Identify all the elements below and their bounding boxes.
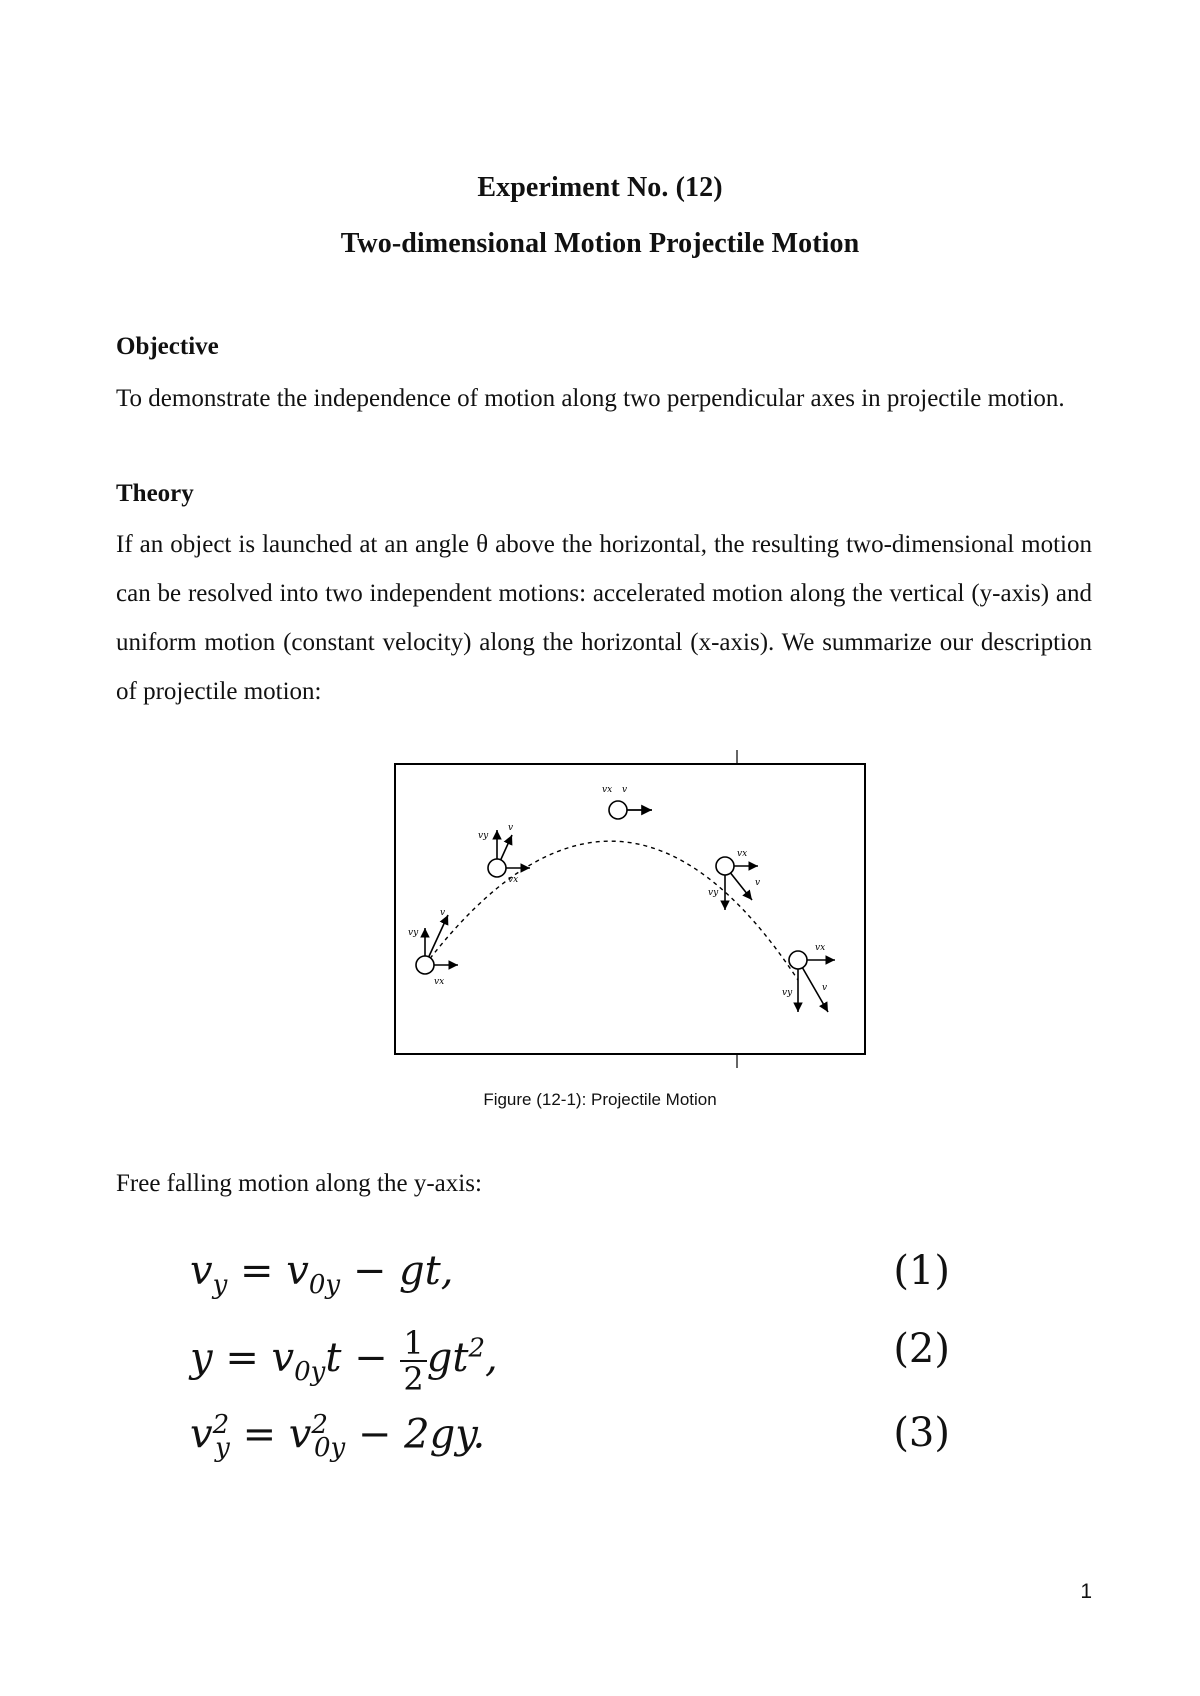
objective-paragraph: To demonstrate the independence of motion along two perpendicular axes in projectile motion. <box>116 385 1065 412</box>
vector-label-v: v <box>755 878 761 888</box>
vector-label-vy: vy <box>478 831 489 841</box>
page-number: 1 <box>1080 1580 1092 1603</box>
projectile-motion-figure <box>390 750 890 1080</box>
theory-paragraph: If an object is launched at an angle θ above the horizontal, the resulting two-dimensional motion can be resolved into two independent motions: accelerated motion along the vertical (y-axis) and uniform motion (constant velocity) along the horizontal (x-axis). We summarize our description of projectile motion: <box>116 531 1092 705</box>
equation-3 <box>190 1410 950 1480</box>
projectile-ball <box>716 857 734 875</box>
vector-label-v: v <box>508 823 514 833</box>
vector-label-vx: vx <box>737 849 748 859</box>
equation-1 <box>190 1248 950 1318</box>
vector-label-vx: vx <box>602 785 613 795</box>
projectile-ball <box>789 951 807 969</box>
projectile-ball <box>609 801 627 819</box>
vector-label-vx: vx <box>815 943 826 953</box>
experiment-subtitle: Two-dimensional Motion Projectile Motion <box>340 228 860 259</box>
vector-label-v: v <box>822 983 828 993</box>
objective-heading: Objective <box>116 333 219 360</box>
equation-3-number: (3) <box>893 1410 950 1456</box>
vector-label-vy: vy <box>708 888 719 898</box>
equation-1-number: (1) <box>893 1248 950 1294</box>
equation-1-math: $v_y = v_{0y}$ − gt, <box>190 1248 454 1300</box>
projectile-ball <box>416 956 434 974</box>
equation-2-number: (2) <box>893 1326 950 1372</box>
vector-label-vy: vy <box>782 988 793 998</box>
vector-label-v: v <box>440 908 446 918</box>
equation-2-math: $y = v_{0y}t$ − $\frac{1}{2}$ $gt^2$, <box>190 1324 498 1398</box>
vector-label-vx: vx <box>434 977 445 987</box>
theory-heading: Theory <box>116 480 194 507</box>
equation-3-math: $v^2_y = v^2_{0y} - 2gy$. <box>190 1410 486 1464</box>
equations-intro: Free falling motion along the y-axis: <box>116 1170 482 1197</box>
vector-label-v: v <box>622 785 628 795</box>
figure-caption: Figure (12-1): Projectile Motion <box>483 1090 717 1109</box>
projectile-ball <box>488 859 506 877</box>
equation-2 <box>190 1326 950 1396</box>
vector-label-vy: vy <box>408 928 419 938</box>
figure-frame <box>395 764 865 1054</box>
experiment-title: Experiment No. (12) <box>477 172 723 203</box>
vector-label-vx: vx <box>508 875 519 885</box>
